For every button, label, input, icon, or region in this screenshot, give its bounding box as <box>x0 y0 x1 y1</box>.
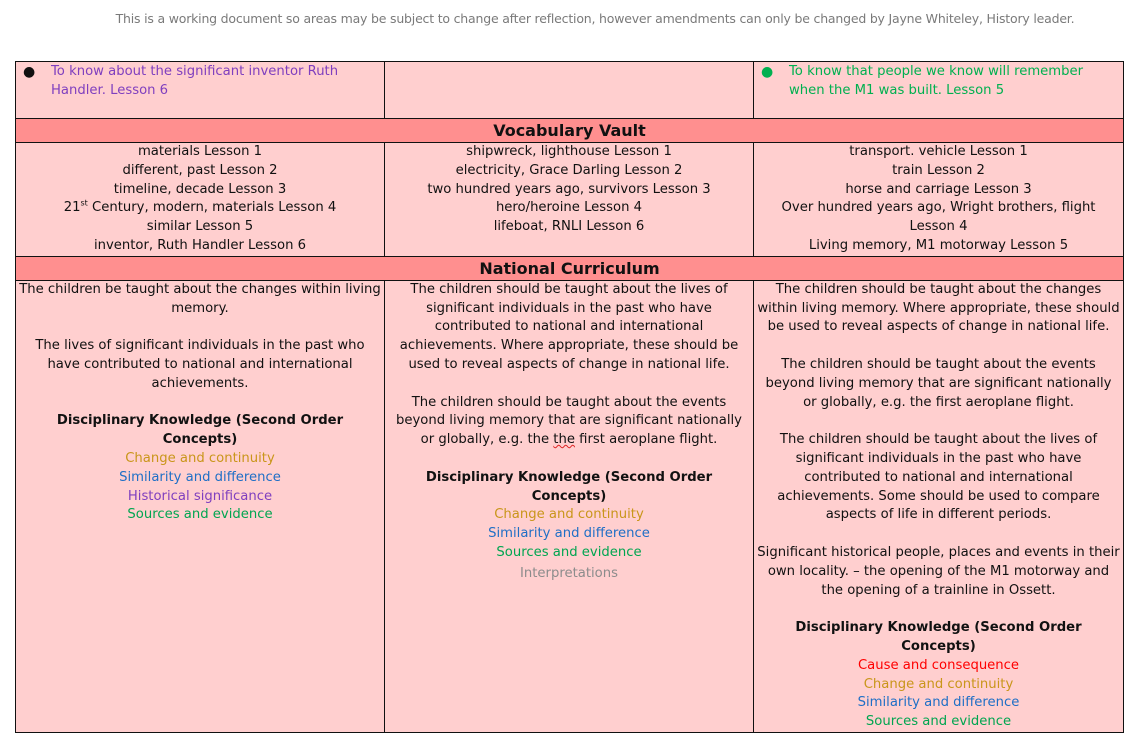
disclaimer-note: This is a working document so areas may be subject to change after reflection, however amendments can only be changed by Jayne Whiteley, History leader. <box>115 11 1075 26</box>
vocab-item: Living memory, M1 motorway Lesson 5 <box>808 237 1069 253</box>
curriculum-table <box>15 61 1124 733</box>
vocabulary-heading: Vocabulary Vault <box>16 119 1124 143</box>
vocab-item: two hundred years ago, survivors Lesson 3 <box>427 181 711 197</box>
concept-sources: Sources and evidence <box>865 714 1012 730</box>
vocab-item: different, past Lesson 2 <box>122 162 278 178</box>
paragraph-text: first aeroplane flight. <box>574 432 718 448</box>
vocab-item: Over hundred years ago, Wright brothers, flight Lesson 4 <box>781 200 1096 235</box>
disciplinary-knowledge-title: Disciplinary Knowledge (Second Order Concepts) <box>56 413 344 448</box>
vocab-item: timeline, decade Lesson 3 <box>113 181 287 197</box>
curriculum-cell-1 <box>16 280 385 732</box>
paragraph-text: The children should be taught about the events beyond living memory that are significant nationally or globally, e.g. the <box>396 394 742 448</box>
curriculum-cell-3 <box>754 280 1124 732</box>
ordinal-suffix: st <box>80 199 88 208</box>
curriculum-heading-row <box>16 256 1124 280</box>
concept-sources: Sources and evidence <box>127 507 273 523</box>
concept-interpretations: Interpretations <box>520 565 618 581</box>
vocab-item: horse and carriage Lesson 3 <box>845 181 1032 197</box>
curriculum-paragraph: Significant historical people, places and events in their own locality. – the opening of the M1 motorway and the opening of a trainline in Ossett. <box>757 544 1120 598</box>
curriculum-paragraph: The children should be taught about the changes within living memory. Where appropriate, these should be used to reveal aspects of change in national life. <box>757 281 1120 335</box>
spelling-error-mark: the <box>553 432 575 448</box>
concept-similarity: Similarity and difference <box>488 526 650 542</box>
ordinal-number: 21 <box>63 200 81 216</box>
curriculum-cell-2 <box>385 280 754 732</box>
vocabulary-cell-3 <box>754 143 1124 257</box>
objective-cell-2 <box>385 62 754 119</box>
curriculum-paragraph: The children should be taught about the lives of significant individuals in the past who have contributed to national and international achievements. Where appropriate, these should be used to reveal aspects of change in national life. <box>399 281 739 372</box>
bullet-icon: ● <box>761 64 774 80</box>
vocab-item-text: Century, modern, materials Lesson 4 <box>92 200 337 216</box>
vocab-item: hero/heroine Lesson 4 <box>495 200 643 216</box>
concept-change: Change and continuity <box>494 507 644 523</box>
curriculum-paragraph: The children should be taught about the events beyond living memory that are significant nationally or globally, e.g. the first aeroplane flight. <box>765 356 1112 410</box>
concept-change: Change and continuity <box>125 450 275 466</box>
objective-item <box>757 62 1120 101</box>
vocabulary-heading-row <box>16 119 1124 143</box>
objective-text: To know that people we know will remember when the M1 was built. Lesson 5 <box>789 64 1084 98</box>
curriculum-paragraph: The lives of significant individuals in the past who have contributed to national and international achievements. <box>35 338 365 391</box>
vocab-item: lifeboat, RNLI Lesson 6 <box>493 219 645 235</box>
vocab-item: shipwreck, lighthouse Lesson 1 <box>466 144 672 159</box>
concept-similarity: Similarity and difference <box>857 695 1020 711</box>
curriculum-paragraph <box>388 394 750 450</box>
vocabulary-cell-2 <box>385 143 754 257</box>
objective-text: To know about the significant inventor Ruth Handler. Lesson 6 <box>51 64 339 98</box>
vocab-item <box>19 199 381 218</box>
concept-significance: Historical significance <box>127 488 273 504</box>
vocab-item: materials Lesson 1 <box>137 144 263 159</box>
disciplinary-knowledge-title: Disciplinary Knowledge (Second Order Concepts) <box>425 469 713 504</box>
objective-cell-3 <box>754 62 1124 119</box>
curriculum-paragraph: The children should be taught about the lives of significant individuals in the past who have contributed to national and international achievements. Some should be used to compare aspects of life in different periods. <box>777 432 1100 523</box>
curriculum-heading: National Curriculum <box>16 256 1124 280</box>
vocabulary-row <box>16 143 1124 257</box>
vocab-item: electricity, Grace Darling Lesson 2 <box>455 162 683 178</box>
concept-cause: Cause and consequence <box>857 657 1020 673</box>
vocab-item: similar Lesson 5 <box>146 219 254 235</box>
concept-change: Change and continuity <box>863 676 1014 692</box>
disciplinary-knowledge-title: Disciplinary Knowledge (Second Order Concepts) <box>795 620 1082 654</box>
vocabulary-cell-1 <box>16 143 385 257</box>
objectives-row <box>16 62 1124 119</box>
vocab-item: inventor, Ruth Handler Lesson 6 <box>93 237 307 253</box>
objective-cell-1 <box>16 62 385 119</box>
vocab-item: transport. vehicle Lesson 1 <box>849 144 1028 159</box>
bullet-icon: ● <box>23 64 36 80</box>
curriculum-row <box>16 280 1124 732</box>
concept-similarity: Similarity and difference <box>119 469 281 485</box>
vocab-item: train Lesson 2 <box>892 162 985 178</box>
concept-sources: Sources and evidence <box>496 544 642 560</box>
objective-item <box>19 62 381 101</box>
curriculum-paragraph: The children be taught about the changes within living memory. <box>19 281 381 316</box>
